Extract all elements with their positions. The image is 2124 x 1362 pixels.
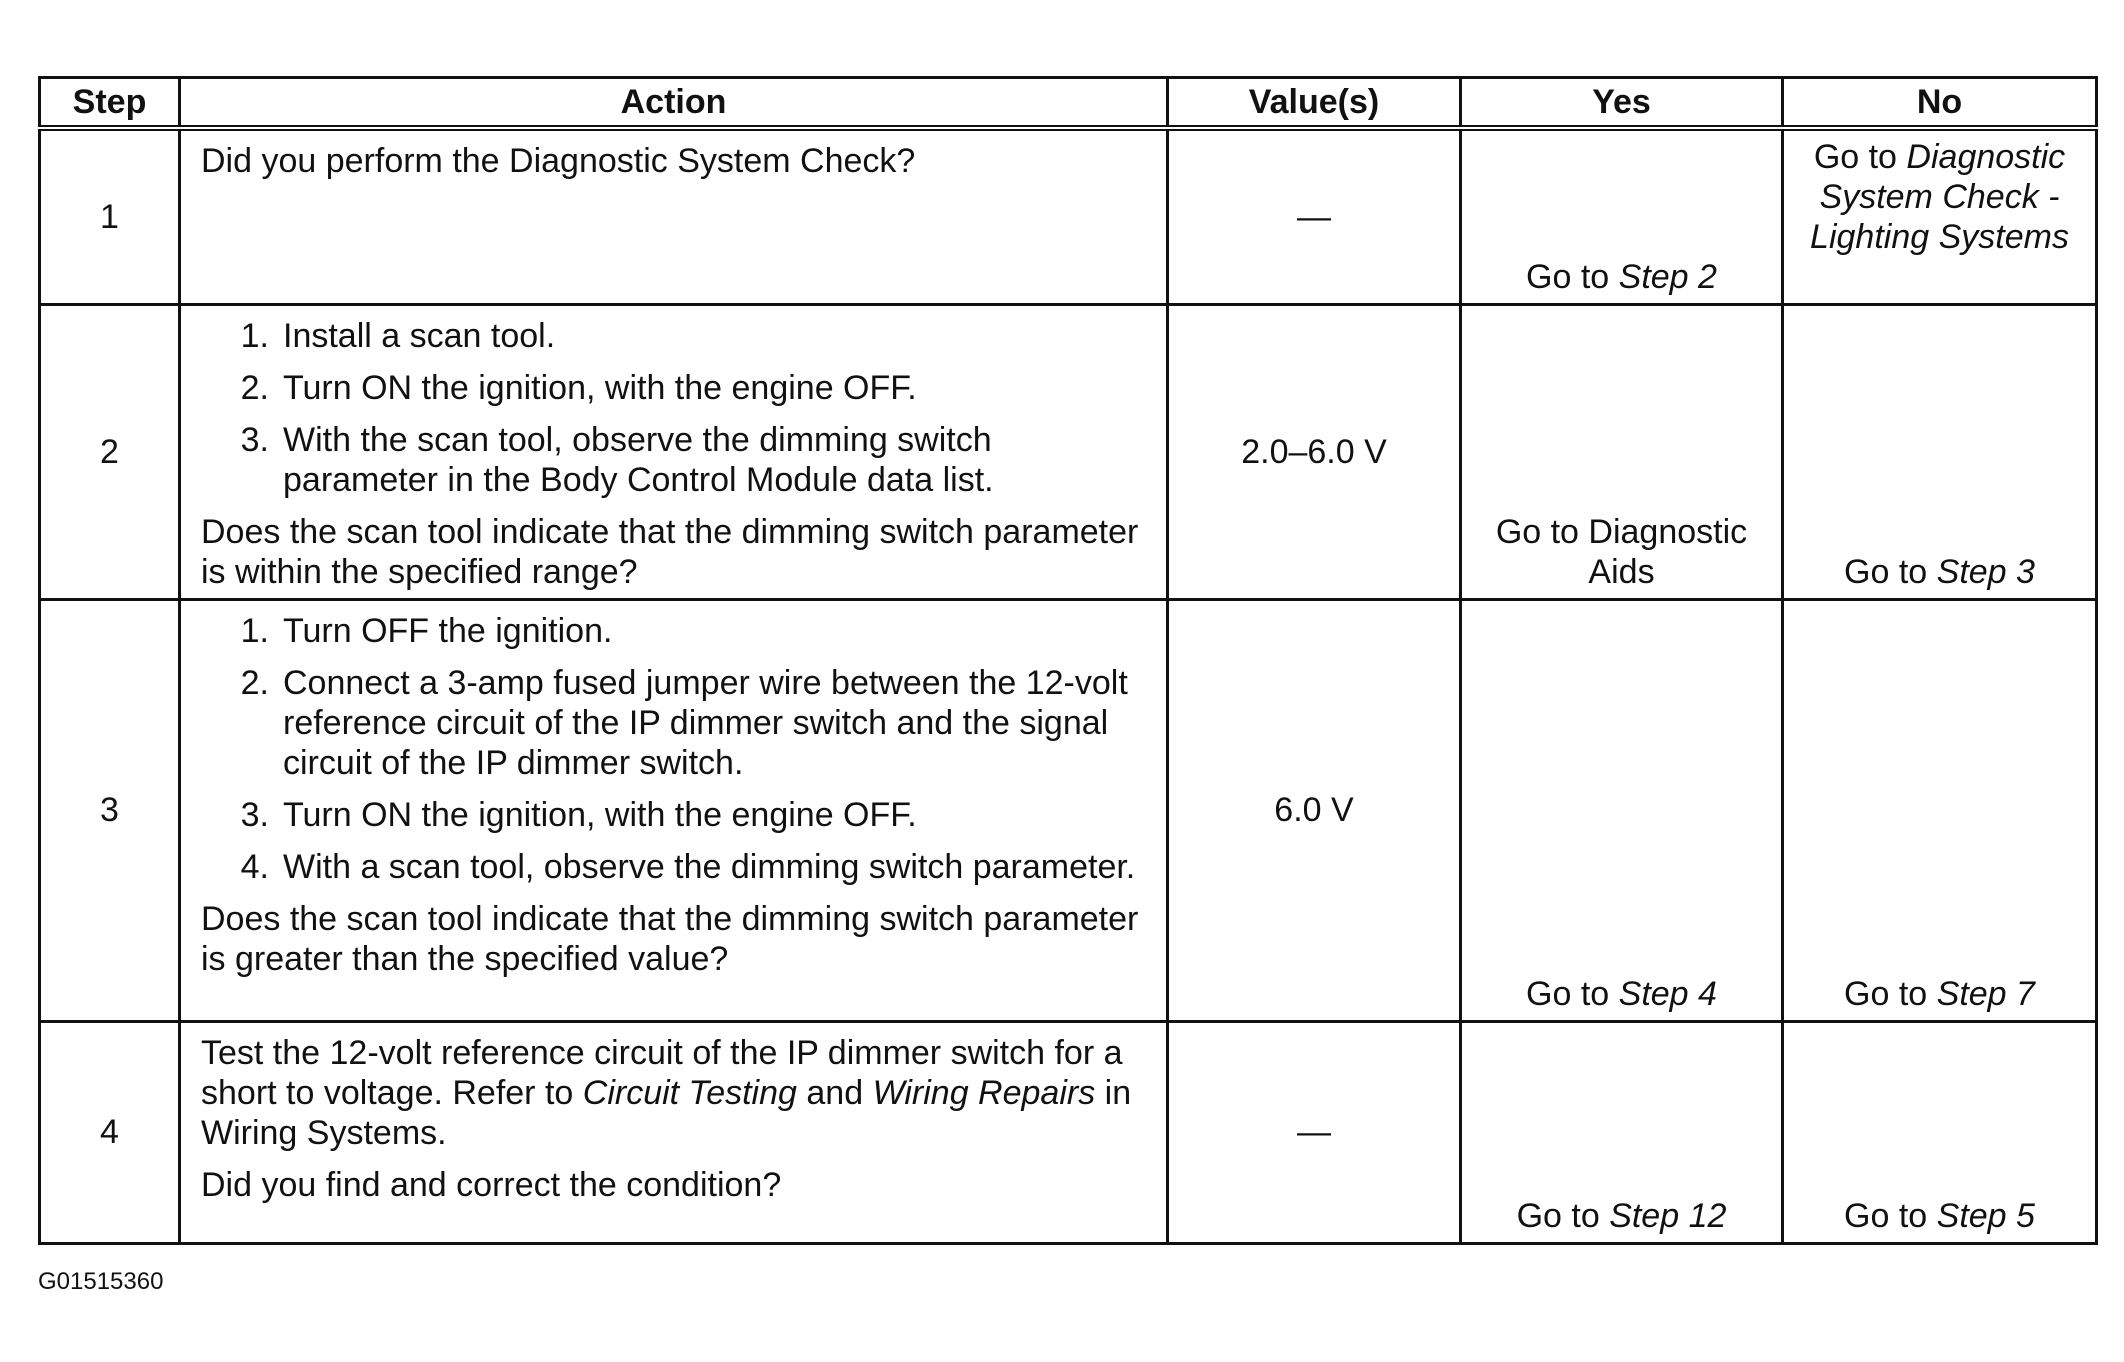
yes-prefix: Go to [1516,1196,1610,1235]
item-number: 2. [240,663,269,702]
item-number: 1. [240,316,269,355]
list-item [201,316,1146,356]
list-item [201,420,1146,500]
diagnostic-table-container [38,76,2095,1245]
table-row [40,128,2097,304]
header-no: No [1783,78,2097,129]
yes-cell [1461,599,1783,1021]
action-question: Did you find and correct the condition? [201,1165,782,1204]
value-cell: 2.0–6.0 V [1168,304,1461,599]
step-number: 1 [40,128,180,304]
no-cell [1783,599,2097,1021]
action-cell [180,304,1168,599]
table-row [40,599,2097,1021]
item-text: Install a scan tool. [283,316,556,355]
step-number: 4 [40,1021,180,1243]
list-item [201,663,1146,783]
yes-cell [1461,1021,1783,1243]
yes-cell [1461,128,1783,304]
header-step: Step [40,78,180,129]
header-values: Value(s) [1168,78,1461,129]
instruction-list [201,611,1146,887]
no-prefix: Go to [1844,974,1937,1013]
item-text: With the scan tool, observe the dimming switch parameter in the Body Control Module data list. [283,420,994,499]
value-cell: — [1168,128,1461,304]
yes-cell [1461,304,1783,599]
para-text: Test the 12-volt reference circuit of the IP dimmer switch for a short to voltage. Refer to [201,1033,1123,1112]
item-text: With a scan tool, observe the dimming switch parameter. [283,847,1136,886]
yes-link[interactable]: Step 2 [1618,257,1717,296]
value-cell: 6.0 V [1168,599,1461,1021]
action-question: Does the scan tool indicate that the dimming switch parameter is within the specified range? [201,512,1139,591]
action-question: Does the scan tool indicate that the dimming switch parameter is greater than the specified value? [201,899,1139,978]
no-link[interactable]: Diagnostic System Check - Lighting Systems [1810,138,2069,256]
yes-link[interactable]: Step 4 [1618,974,1717,1013]
yes-link[interactable]: Step 12 [1609,1196,1727,1235]
wiring-repairs-link[interactable]: Wiring Repairs [872,1073,1096,1112]
table-row [40,1021,2097,1243]
item-text: Turn ON the ignition, with the engine OFF. [283,368,917,407]
list-item [201,611,1146,651]
action-cell [180,1021,1168,1243]
item-number: 3. [240,795,269,834]
item-number: 3. [240,420,269,459]
circuit-testing-link[interactable]: Circuit Testing [582,1073,797,1112]
table-row [40,304,2097,599]
action-cell [180,599,1168,1021]
yes-text[interactable]: Go to Diagnostic Aids [1495,512,1748,591]
step-number: 2 [40,304,180,599]
table-header-row [40,78,2097,129]
no-prefix: Go to [1813,138,1907,176]
list-item [201,368,1146,408]
no-cell [1783,304,2097,599]
para-text: and [796,1073,873,1112]
list-item [201,847,1146,887]
action-cell [180,128,1168,304]
step-number: 3 [40,599,180,1021]
header-yes: Yes [1461,78,1783,129]
header-action: Action [180,78,1168,129]
item-number: 2. [240,368,269,407]
yes-prefix: Go to [1526,974,1619,1013]
instruction-list [201,316,1146,500]
list-item [201,795,1146,835]
no-link[interactable]: Step 3 [1936,552,2035,591]
no-link[interactable]: Step 7 [1936,974,2035,1013]
action-question: Did you perform the Diagnostic System Check? [201,142,916,180]
item-number: 1. [240,611,269,650]
no-link[interactable]: Step 5 [1936,1196,2035,1235]
yes-prefix: Go to [1526,257,1619,296]
figure-id: G01515360 [38,1268,164,1295]
para-text: in Wiring Systems. [201,1073,1132,1152]
no-prefix: Go to [1844,1196,1937,1235]
item-text: Turn OFF the ignition. [283,611,613,650]
item-text: Connect a 3-amp fused jumper wire between the 12-volt reference circuit of the IP dimmer switch and the signal circuit of the IP dimmer switch. [283,663,1128,782]
no-prefix: Go to [1844,552,1937,591]
value-cell: — [1168,1021,1461,1243]
action-paragraph [201,1033,1146,1153]
item-text: Turn ON the ignition, with the engine OFF. [283,795,917,834]
no-cell [1783,128,2097,304]
item-number: 4. [240,847,269,886]
diagnostic-table [38,76,2098,1245]
no-cell [1783,1021,2097,1243]
